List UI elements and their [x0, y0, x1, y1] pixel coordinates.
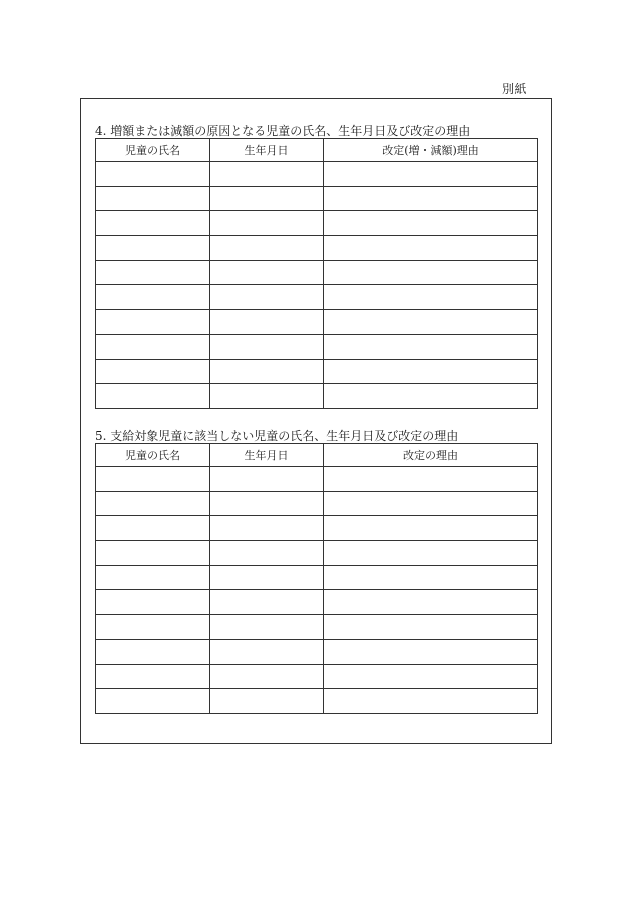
attachment-label: 別紙 — [501, 82, 527, 96]
cell-reason[interactable] — [324, 186, 538, 211]
table-row — [96, 565, 538, 590]
cell-reason[interactable] — [324, 384, 538, 409]
section-4-table-body — [96, 162, 538, 409]
cell-birth-date[interactable] — [210, 334, 324, 359]
cell-birth-date[interactable] — [210, 689, 324, 714]
cell-reason[interactable] — [324, 162, 538, 187]
table-row — [96, 664, 538, 689]
cell-child-name[interactable] — [96, 689, 210, 714]
table-row — [96, 334, 538, 359]
section-4-heading: 4. 増額または減額の原因となる児童の氏名、生年月日及び改定の理由 — [95, 124, 471, 138]
cell-child-name[interactable] — [96, 236, 210, 261]
cell-birth-date[interactable] — [210, 541, 324, 566]
cell-birth-date[interactable] — [210, 310, 324, 335]
cell-reason[interactable] — [324, 516, 538, 541]
cell-reason[interactable] — [324, 211, 538, 236]
section-5-heading: 5. 支給対象児童に該当しない児童の氏名、生年月日及び改定の理由 — [95, 429, 459, 443]
cell-birth-date[interactable] — [210, 565, 324, 590]
table-row — [96, 260, 538, 285]
cell-reason[interactable] — [324, 615, 538, 640]
cell-child-name[interactable] — [96, 467, 210, 492]
cell-reason[interactable] — [324, 664, 538, 689]
cell-birth-date[interactable] — [210, 260, 324, 285]
table-row — [96, 236, 538, 261]
table-row — [96, 211, 538, 236]
cell-reason[interactable] — [324, 639, 538, 664]
column-header-child-name: 児童の氏名 — [96, 139, 210, 162]
cell-reason[interactable] — [324, 359, 538, 384]
cell-reason[interactable] — [324, 541, 538, 566]
cell-birth-date[interactable] — [210, 590, 324, 615]
cell-child-name[interactable] — [96, 359, 210, 384]
cell-reason[interactable] — [324, 689, 538, 714]
cell-child-name[interactable] — [96, 516, 210, 541]
table-row — [96, 310, 538, 335]
cell-birth-date[interactable] — [210, 664, 324, 689]
cell-child-name[interactable] — [96, 211, 210, 236]
cell-birth-date[interactable] — [210, 491, 324, 516]
section-5-table-body — [96, 467, 538, 714]
cell-child-name[interactable] — [96, 639, 210, 664]
cell-child-name[interactable] — [96, 615, 210, 640]
table-header-row — [96, 139, 538, 162]
table-row — [96, 491, 538, 516]
cell-child-name[interactable] — [96, 491, 210, 516]
table-row — [96, 615, 538, 640]
cell-reason[interactable] — [324, 491, 538, 516]
column-header-reason: 改定(増・減額)理由 — [324, 139, 538, 162]
column-header-birth-date: 生年月日 — [210, 444, 324, 467]
table-row — [96, 639, 538, 664]
cell-child-name[interactable] — [96, 565, 210, 590]
cell-birth-date[interactable] — [210, 186, 324, 211]
cell-reason[interactable] — [324, 236, 538, 261]
table-header-row — [96, 444, 538, 467]
cell-reason[interactable] — [324, 565, 538, 590]
cell-reason[interactable] — [324, 260, 538, 285]
cell-birth-date[interactable] — [210, 615, 324, 640]
cell-birth-date[interactable] — [210, 516, 324, 541]
section-4-table — [95, 138, 538, 409]
table-row — [96, 516, 538, 541]
cell-child-name[interactable] — [96, 285, 210, 310]
cell-child-name[interactable] — [96, 162, 210, 187]
cell-birth-date[interactable] — [210, 639, 324, 664]
cell-reason[interactable] — [324, 590, 538, 615]
cell-child-name[interactable] — [96, 384, 210, 409]
table-row — [96, 359, 538, 384]
cell-reason[interactable] — [324, 285, 538, 310]
cell-birth-date[interactable] — [210, 359, 324, 384]
cell-child-name[interactable] — [96, 590, 210, 615]
table-row — [96, 541, 538, 566]
cell-child-name[interactable] — [96, 310, 210, 335]
column-header-birth-date: 生年月日 — [210, 139, 324, 162]
cell-reason[interactable] — [324, 310, 538, 335]
table-row — [96, 467, 538, 492]
column-header-child-name: 児童の氏名 — [96, 444, 210, 467]
cell-birth-date[interactable] — [210, 162, 324, 187]
table-row — [96, 590, 538, 615]
cell-reason[interactable] — [324, 467, 538, 492]
section-5-table — [95, 443, 538, 714]
cell-birth-date[interactable] — [210, 211, 324, 236]
cell-reason[interactable] — [324, 334, 538, 359]
cell-child-name[interactable] — [96, 186, 210, 211]
table-row — [96, 186, 538, 211]
cell-child-name[interactable] — [96, 334, 210, 359]
cell-child-name[interactable] — [96, 541, 210, 566]
cell-birth-date[interactable] — [210, 236, 324, 261]
table-row — [96, 689, 538, 714]
column-header-reason: 改定の理由 — [324, 444, 538, 467]
cell-birth-date[interactable] — [210, 285, 324, 310]
table-row — [96, 285, 538, 310]
cell-child-name[interactable] — [96, 260, 210, 285]
cell-birth-date[interactable] — [210, 467, 324, 492]
table-row — [96, 384, 538, 409]
table-row — [96, 162, 538, 187]
cell-child-name[interactable] — [96, 664, 210, 689]
cell-birth-date[interactable] — [210, 384, 324, 409]
